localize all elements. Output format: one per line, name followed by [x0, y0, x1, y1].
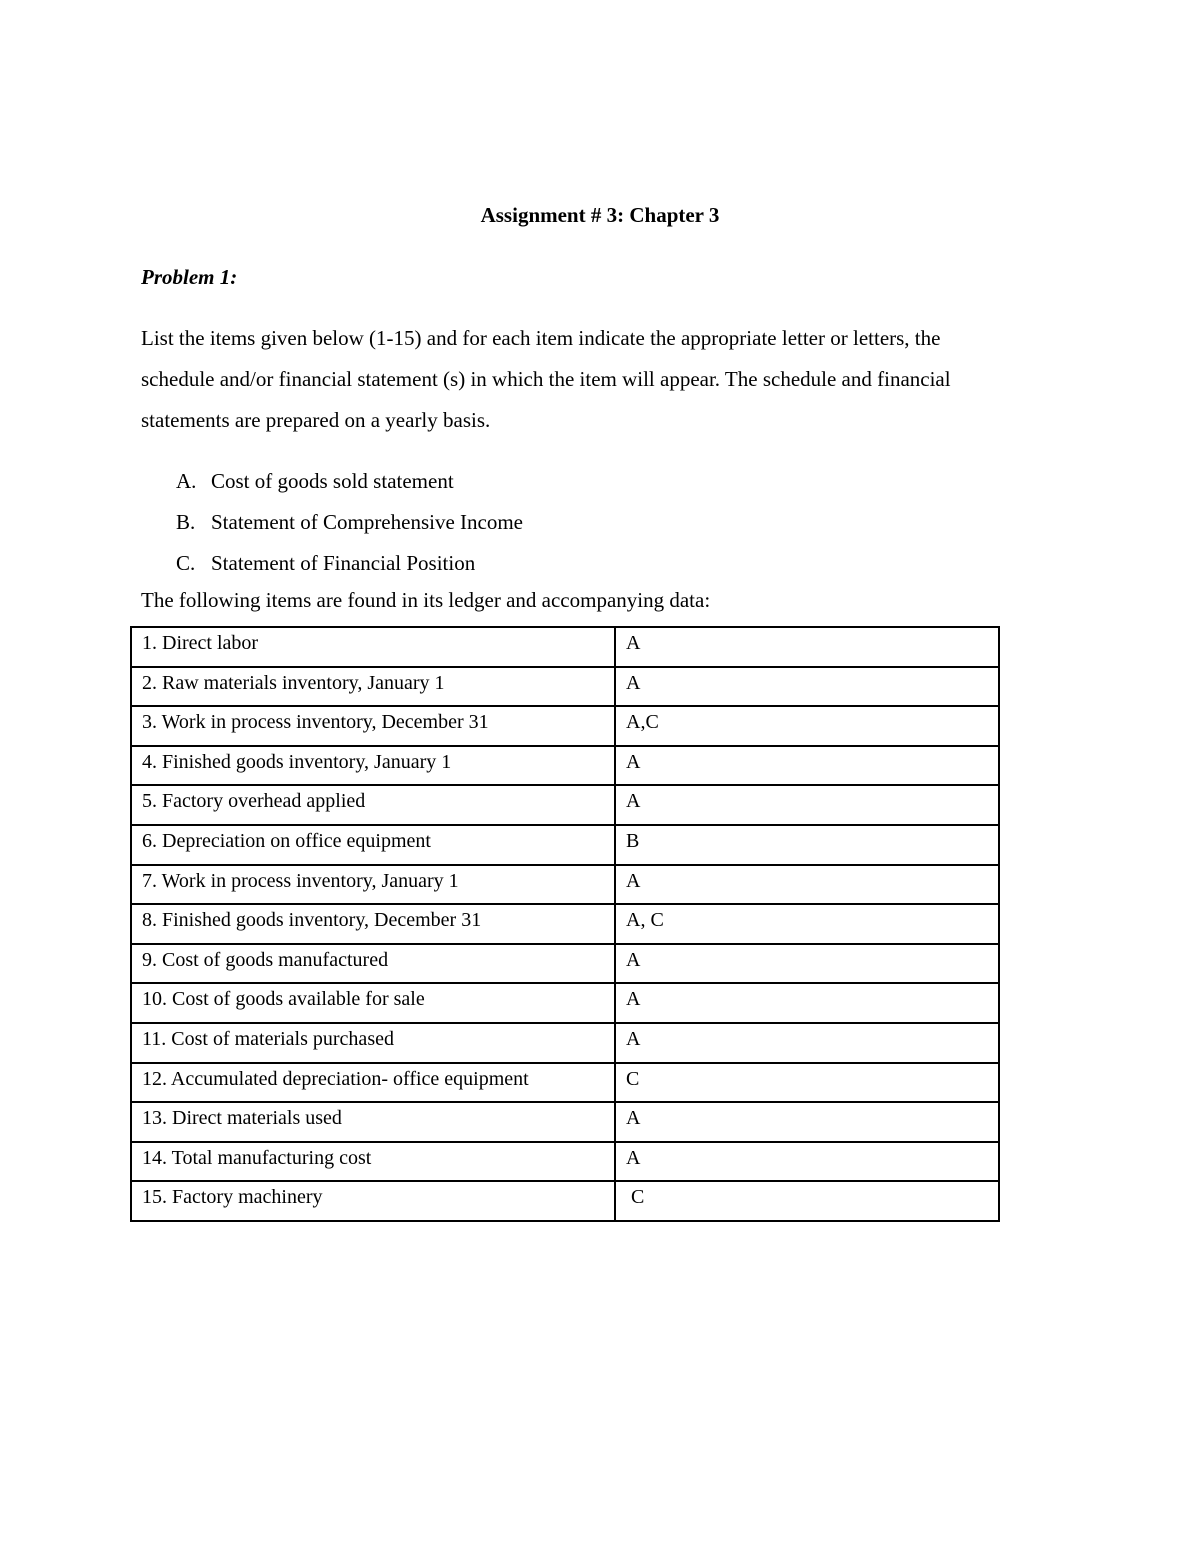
answer-cell: A [615, 667, 999, 707]
answer-cell: C [615, 1181, 999, 1221]
item-cell: 7. Work in process inventory, January 1 [131, 865, 615, 905]
item-cell: 6. Depreciation on office equipment [131, 825, 615, 865]
option-letter: B. [176, 510, 196, 534]
table-row [131, 1023, 999, 1063]
answer-cell: A [615, 944, 999, 984]
option-letter: C. [176, 551, 196, 575]
item-cell: 15. Factory machinery [131, 1181, 615, 1221]
item-cell: 10. Cost of goods available for sale [131, 983, 615, 1023]
item-cell: 4. Finished goods inventory, January 1 [131, 746, 615, 786]
option-text: Statement of Financial Position [211, 551, 476, 575]
answer-cell: C [615, 1063, 999, 1103]
answer-cell: A [615, 746, 999, 786]
answer-cell: A [615, 785, 999, 825]
item-cell: 12. Accumulated depreciation- office equipment [131, 1063, 615, 1103]
following-items-text: The following items are found in its ledger and accompanying data: [141, 588, 711, 612]
option-letter: A. [176, 469, 197, 493]
table-row [131, 944, 999, 984]
answer-cell: A [615, 983, 999, 1023]
page-title: Assignment # 3: Chapter 3 [480, 203, 720, 227]
table-row [131, 667, 999, 707]
item-cell: 13. Direct materials used [131, 1102, 615, 1142]
answer-cell: A [615, 1023, 999, 1063]
instructions-line: schedule and/or financial statement (s) in which the item will appear. The schedule and financial [141, 367, 951, 391]
table-row [131, 865, 999, 905]
table-row [131, 983, 999, 1023]
answer-cell: A [615, 627, 999, 667]
table-row [131, 825, 999, 865]
item-cell: 9. Cost of goods manufactured [131, 944, 615, 984]
option-item [176, 461, 523, 502]
table-row [131, 627, 999, 667]
instructions-paragraph [141, 318, 1061, 441]
instructions-line: List the items given below (1-15) and for each item indicate the appropriate letter or letters, the [141, 326, 941, 350]
answer-cell: A [615, 1102, 999, 1142]
table-row [131, 1102, 999, 1142]
item-cell: 1. Direct labor [131, 627, 615, 667]
table-row [131, 1142, 999, 1182]
answer-cell: A,C [615, 706, 999, 746]
items-table [130, 626, 1000, 1222]
answer-cell: A, C [615, 904, 999, 944]
item-cell: 11. Cost of materials purchased [131, 1023, 615, 1063]
problem-heading: Problem 1: [141, 265, 238, 289]
table-row [131, 785, 999, 825]
item-cell: 8. Finished goods inventory, December 31 [131, 904, 615, 944]
item-cell: 5. Factory overhead applied [131, 785, 615, 825]
item-cell: 14. Total manufacturing cost [131, 1142, 615, 1182]
answer-cell: A [615, 865, 999, 905]
option-text: Cost of goods sold statement [211, 469, 454, 493]
statement-options-list [176, 461, 523, 584]
table-row [131, 746, 999, 786]
table-row [131, 706, 999, 746]
item-cell: 2. Raw materials inventory, January 1 [131, 667, 615, 707]
table-row [131, 904, 999, 944]
answer-cell: A [615, 1142, 999, 1182]
instructions-line: statements are prepared on a yearly basis. [141, 408, 491, 432]
item-cell: 3. Work in process inventory, December 31 [131, 706, 615, 746]
option-text: Statement of Comprehensive Income [211, 510, 523, 534]
table-row [131, 1063, 999, 1103]
option-item [176, 543, 523, 584]
table-row [131, 1181, 999, 1221]
answer-cell: B [615, 825, 999, 865]
option-item [176, 502, 523, 543]
